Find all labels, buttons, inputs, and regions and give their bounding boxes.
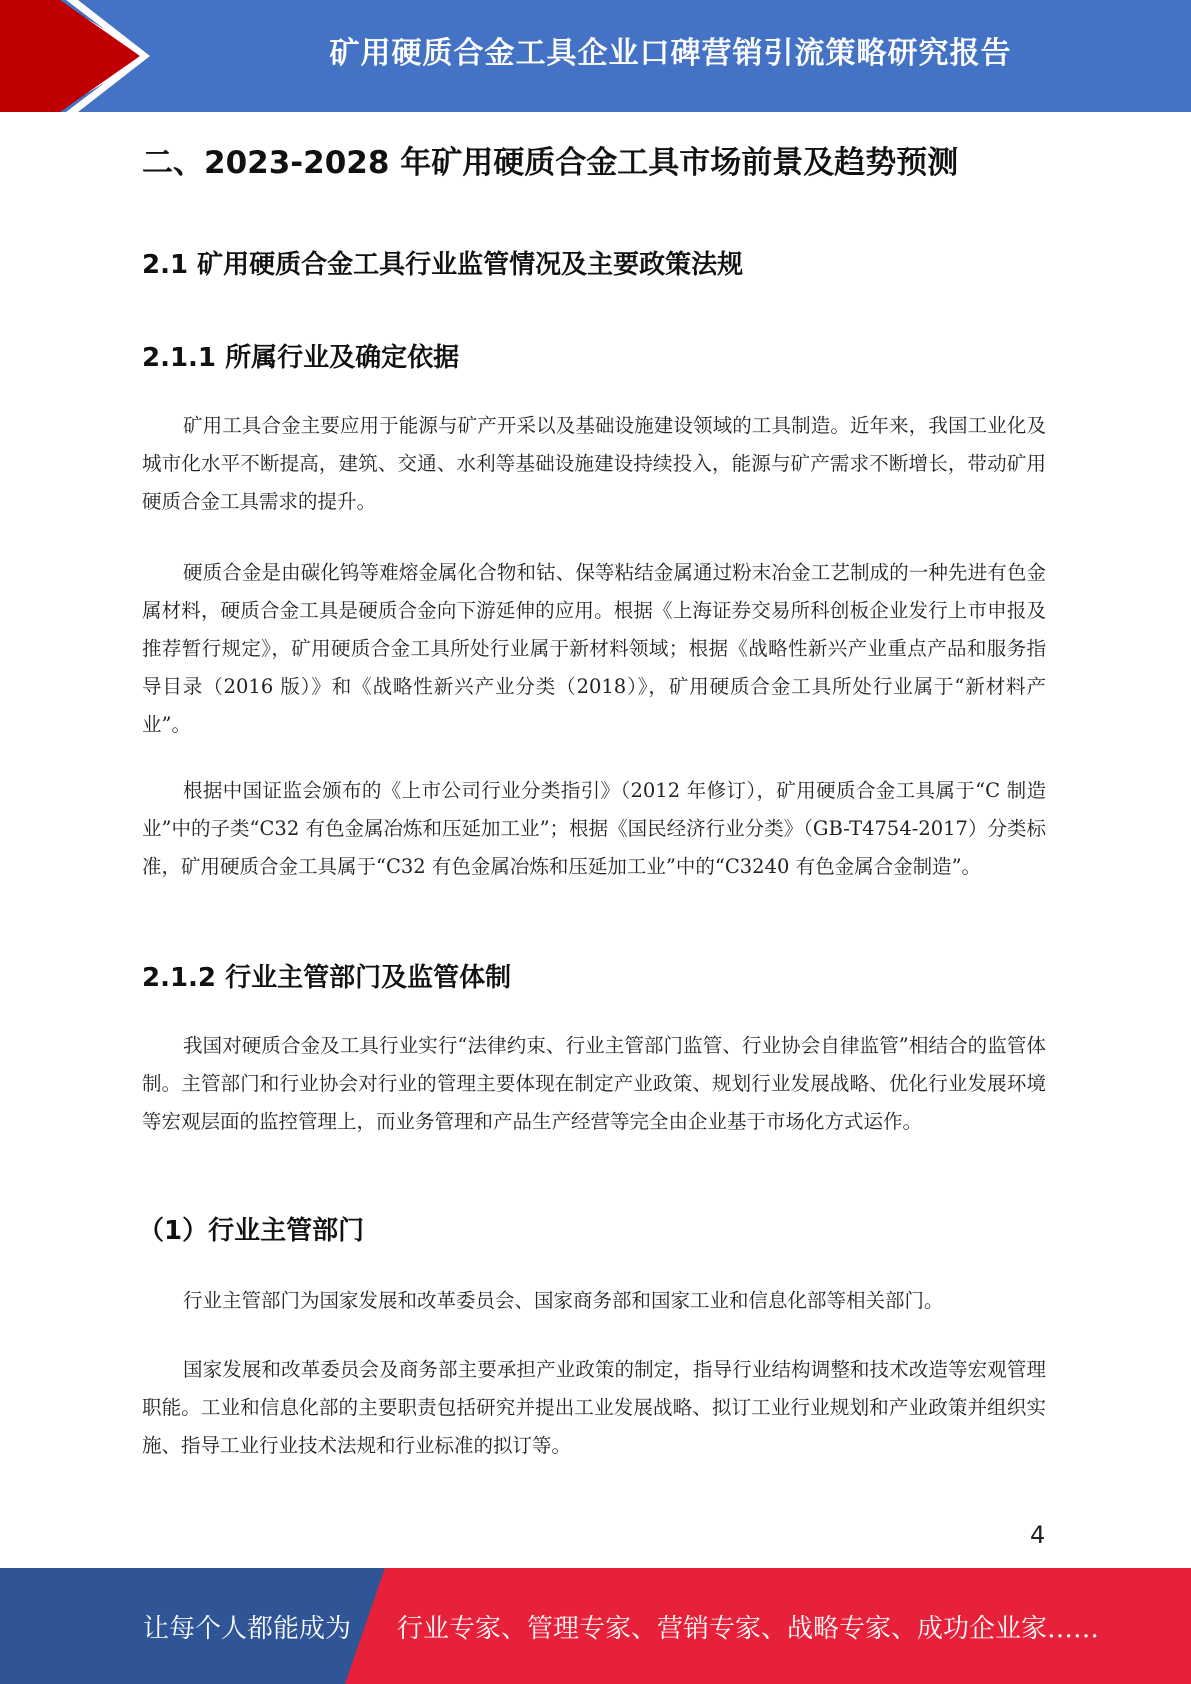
paragraph: 硬质合金是由碳化钨等难熔金属化合物和钴、保等粘结金属通过粉末冶金工艺制成的一种先进有色金属材料，硬质合金工具是硬质合金向下游延伸的应用。根据《上海证券交易所科创板企业发行上市申报及推荐暂行规定》，矿用硬质合金工具所处行业属于新材料领域；根据《战略性新兴产业重点产品和服务指导目录（2016 版）》和《战略性新兴产业分类（2018）》，矿用硬质合金工具所处行业属于“新材料产业”。 — [142, 561, 1046, 736]
section-title: 二、2023-2028 年矿用硬质合金工具市场前景及趋势预测 — [142, 145, 959, 181]
part3-title: （1）行业主管部门 — [138, 1216, 365, 1246]
part2-title: 2.1.2 行业主管部门及监管体制 — [142, 963, 512, 993]
report-header — [0, 0, 1191, 112]
paragraph: 矿用工具合金主要应用于能源与矿产开采以及基础设施建设领域的工具制造。近年来，我国工业化及城市化水平不断提高，建筑、交通、水利等基础设施建设持续投入，能源与矿产需求不断增长，带动矿用硬质合金工具需求的提升。 — [142, 414, 1046, 513]
report-title: 矿用硬质合金工具企业口碑营销引流策略研究报告 — [329, 36, 1012, 71]
paragraph: 我国对硬质合金及工具行业实行“法律约束、行业主管部门监管、行业协会自律监管”相结合的监管体制。主管部门和行业协会对行业的管理主要体现在制定产业政策、规划行业发展战略、优化行业发展环境等宏观层面的监控管理上，而业务管理和产品生产经营等完全由企业基于市场化方式运作。 — [142, 1034, 1046, 1133]
header-chevron-icon — [0, 0, 160, 112]
paragraph: 行业主管部门为国家发展和改革委员会、国家商务部和国家工业和信息化部等相关部门。 — [183, 1289, 944, 1312]
footer-slogan-right: 行业专家、管理专家、营销专家、战略专家、成功企业家…… — [397, 1613, 1100, 1644]
part1-title: 2.1.1 所属行业及确定依据 — [142, 343, 460, 373]
page-number: 4 — [1030, 1521, 1046, 1549]
report-footer — [0, 1568, 1191, 1684]
subsection-title: 2.1 矿用硬质合金工具行业监管情况及主要政策法规 — [142, 250, 744, 280]
footer-slogan-left: 让每个人都能成为 — [143, 1613, 352, 1644]
paragraph: 根据中国证监会颁布的《上市公司行业分类指引》（2012 年修订），矿用硬质合金工具属于“C 制造业”中的子类“C32 有色金属冶炼和压延加工业”；根据《国民经济行业分类》（GB-T4754-2017）分类标准，矿用硬质合金工具属于“C32 有色金属冶炼和压延加工业”中的“C3240 有色金属合金制造”。 — [142, 779, 1046, 878]
paragraph: 国家发展和改革委员会及商务部主要承担产业政策的制定，指导行业结构调整和技术改造等宏观管理职能。工业和信息化部的主要职责包括研究并提出工业发展战略、拟订工业行业规划和产业政策并组织实施、指导工业行业技术法规和行业标准的拟订等。 — [142, 1358, 1046, 1457]
